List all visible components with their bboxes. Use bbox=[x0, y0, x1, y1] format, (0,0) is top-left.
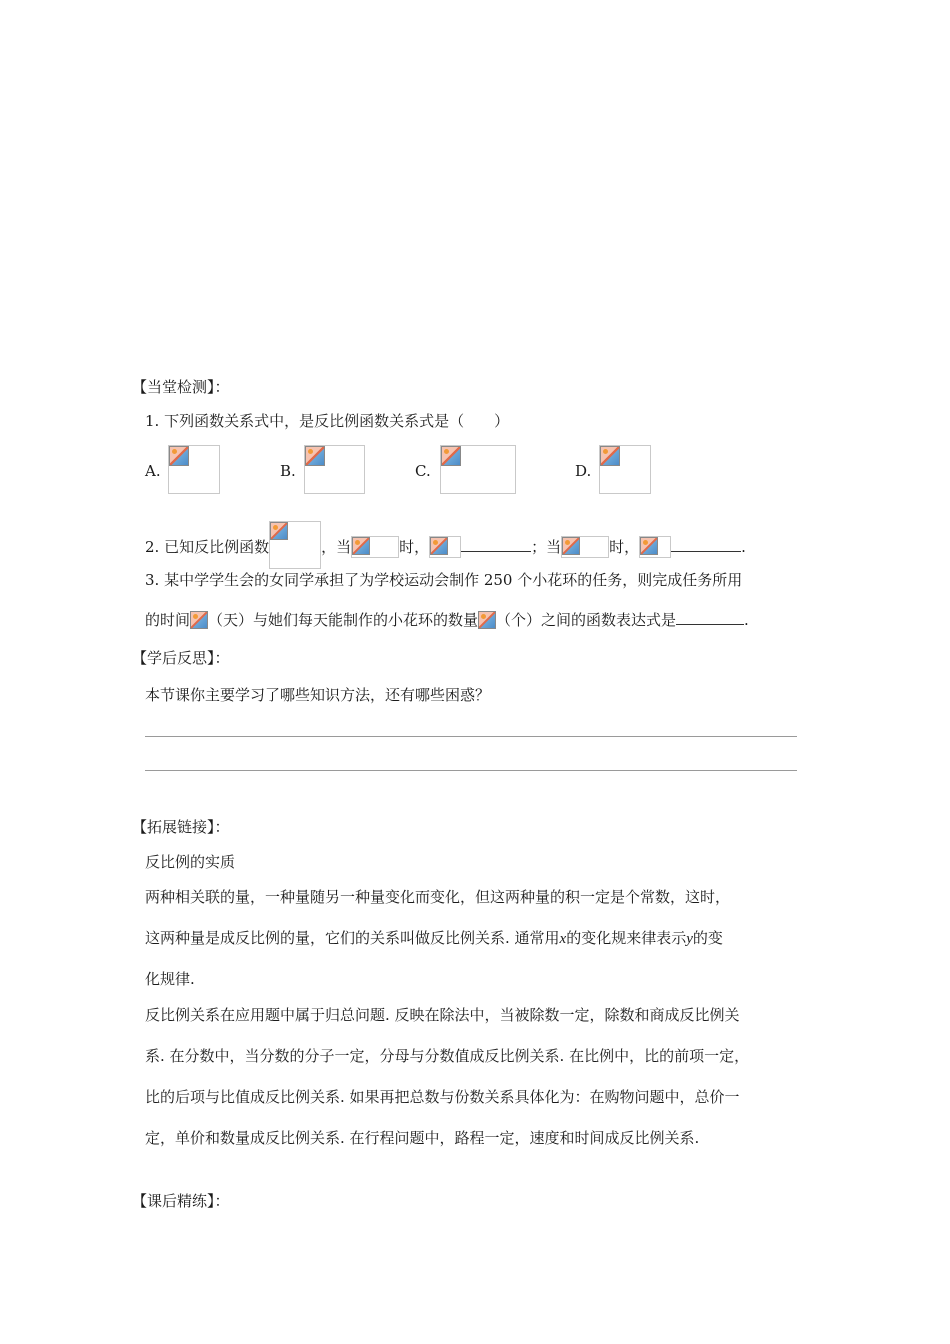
broken-image-icon bbox=[640, 537, 658, 555]
q2-y-image-2 bbox=[639, 536, 671, 558]
q2-y-image-1 bbox=[429, 536, 461, 558]
extend-para2-line3: 比的后项与比值成反比例关系. 如果再把总数与份数关系具体化为：在购物问题中，总价一 bbox=[145, 1088, 740, 1106]
section-heading-practice: 【课后精练】： bbox=[132, 1192, 230, 1210]
q3-t-image bbox=[190, 611, 208, 631]
section-heading-reflect: 【学后反思】： bbox=[132, 649, 230, 667]
broken-image-icon bbox=[600, 446, 620, 466]
q2-text-2: ，当 bbox=[321, 538, 352, 556]
extend-para1-line1: 两种相关联的量，一种量随另一种量变化而变化，但这两种量的积一定是个常数，这时， bbox=[145, 888, 731, 906]
broken-image-icon bbox=[190, 611, 208, 629]
q2-condition-image-2 bbox=[561, 536, 609, 558]
option-b-formula-image bbox=[304, 445, 365, 494]
section-heading-extend: 【拓展链接】： bbox=[132, 818, 230, 836]
q3-answer-blank[interactable] bbox=[676, 624, 744, 625]
q3-text-a: 的时间 bbox=[145, 611, 191, 629]
reflect-prompt: 本节课你主要学习了哪些知识方法，还有哪些困惑？ bbox=[145, 686, 491, 704]
broken-image-icon bbox=[270, 522, 288, 540]
q2-text-4: ；当 bbox=[531, 538, 562, 556]
option-d-formula-image bbox=[599, 445, 651, 494]
broken-image-icon bbox=[169, 446, 189, 466]
q3-x-image bbox=[478, 611, 496, 631]
option-a-label: A. bbox=[145, 462, 161, 480]
extend-p1-seg-c: 的变 bbox=[692, 929, 723, 947]
broken-image-icon bbox=[352, 537, 370, 555]
question-2-line bbox=[145, 521, 746, 569]
q2-text-5: 时， bbox=[609, 538, 640, 556]
q2-answer-blank-1[interactable] bbox=[461, 551, 531, 552]
q2-answer-blank-2[interactable] bbox=[671, 551, 741, 552]
section-heading-check: 【当堂检测】： bbox=[132, 378, 230, 396]
q2-function-image bbox=[269, 521, 321, 569]
q2-text-3: 时， bbox=[399, 538, 430, 556]
q2-text-1: 2. 已知反比例函数 bbox=[145, 538, 270, 556]
q2-condition-image-1 bbox=[351, 536, 399, 558]
reflect-answer-line-2[interactable] bbox=[145, 770, 797, 771]
broken-image-icon bbox=[478, 611, 496, 629]
broken-image-icon bbox=[562, 537, 580, 555]
broken-image-icon bbox=[430, 537, 448, 555]
reflect-answer-line-1[interactable] bbox=[145, 736, 797, 737]
extend-para2-line2: 系. 在分数中，当分数的分子一定，分母与分数值成反比例关系. 在比例中，比的前项一定， bbox=[145, 1047, 750, 1065]
q3-text-d: . bbox=[744, 611, 749, 629]
extend-para2-line1: 反比例关系在应用题中属于归总问题. 反映在除法中，当被除数一定，除数和商成反比例关 bbox=[145, 1006, 740, 1024]
option-c-formula-image bbox=[440, 445, 516, 494]
option-a-formula-image bbox=[168, 445, 220, 494]
extend-p1-seg-b: 的变化规来律表示 bbox=[566, 929, 687, 947]
option-c-label: C. bbox=[415, 462, 431, 480]
option-b-label: B. bbox=[280, 462, 296, 480]
question-1-text: 1. 下列函数关系式中，是反比例函数关系式是（ ） bbox=[145, 412, 510, 430]
option-d-label: D. bbox=[575, 462, 592, 480]
extend-para2-line4: 定，单价和数量成反比例关系. 在行程问题中，路程一定，速度和时间成反比例关系. bbox=[145, 1129, 700, 1147]
extend-title: 反比例的实质 bbox=[145, 853, 236, 871]
extend-para1-line3: 化规律. bbox=[145, 970, 195, 988]
question-3-line-2 bbox=[145, 610, 749, 631]
question-3-line-1: 3. 某中学学生会的女同学承担了为学校运动会制作 250 个小花环的任务，则完成任务所用 bbox=[145, 571, 743, 589]
var-x: x bbox=[559, 931, 567, 947]
broken-image-icon bbox=[305, 446, 325, 466]
extend-p1-seg-a: 这两种量是成反比例的量，它们的关系叫做反比例关系. 通常用 bbox=[145, 929, 560, 947]
var-y: y bbox=[686, 931, 693, 947]
extend-para1-line2 bbox=[145, 928, 723, 949]
broken-image-icon bbox=[441, 446, 461, 466]
q3-text-c: （个）之间的函数表达式是 bbox=[496, 611, 677, 629]
q3-text-b: （天）与她们每天能制作的小花环的数量 bbox=[208, 611, 479, 629]
q2-text-6: . bbox=[741, 538, 746, 556]
